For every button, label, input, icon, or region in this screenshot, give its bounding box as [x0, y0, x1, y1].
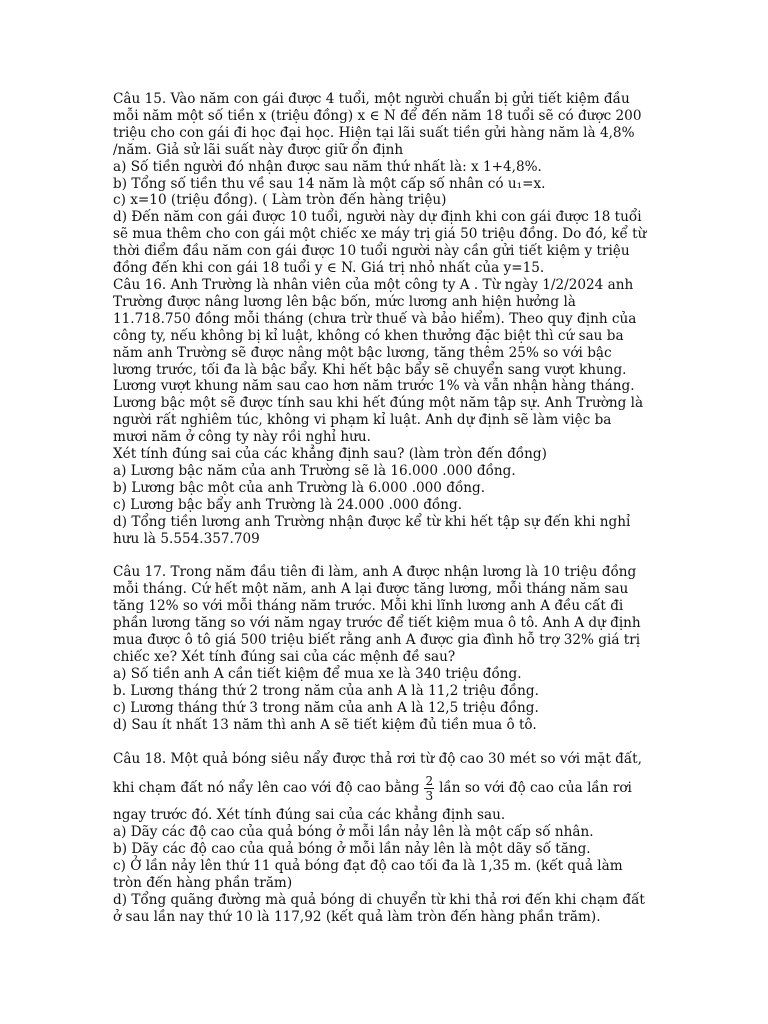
question-18-fraction-line: [113, 771, 653, 805]
question-15-line: đồng đến khi con gái 18 tuổi y ∈ N. Giá trị nhỏ nhất của y=15.: [113, 260, 545, 277]
question-16-line: hưu là 5.554.357.709: [113, 530, 260, 547]
question-16-option-d: d) Tổng tiền lương anh Trường nhận được kể từ khi hết tập sự đến khi nghỉ: [113, 513, 631, 530]
question-16-line: Lương vượt khung năm sau cao hơn năm trước 1% và vẫn nhận hàng tháng.: [113, 378, 635, 395]
question-18-line: tròn đến hàng phần trăm): [113, 875, 293, 892]
question-16-line: 11.718.750 đồng mỗi tháng (chưa trừ thuế và bảo hiểm). Theo quy định của: [113, 310, 637, 327]
question-16-line: Lương bậc một sẽ được tính sau khi hết đúng một năm tập sự. Anh Trường là: [113, 395, 644, 412]
question-17-line: mua được ô tô giá 500 triệu biết rằng anh A được gia đình hỗ trợ 32% giá trị: [113, 632, 641, 649]
question-15: [113, 91, 653, 277]
question-17-line: Câu 17. Trong năm đầu tiên đi làm, anh A được nhận lương là 10 triệu đồng: [113, 564, 637, 581]
fraction: [424, 774, 434, 803]
question-18-text: lần so với độ cao của lần rơi: [439, 779, 632, 796]
question-17-option-d: d) Sau ít nhất 13 năm thì anh A sẽ tiết kiệm đủ tiền mua ô tô.: [113, 716, 537, 733]
question-15-line: sẽ mua thêm cho con gái một chiếc xe máy trị giá 50 triệu đồng. Do đó, kể từ: [113, 226, 647, 243]
question-17-line: mỗi tháng. Cứ hết một năm, anh A lại được tăng lương, mỗi tháng năm sau: [113, 581, 629, 598]
fraction-denominator: 3: [425, 788, 434, 803]
question-18: [113, 751, 653, 926]
question-16-option-a: a) Lương bậc năm của anh Trường sẽ là 16.000 .000 đồng.: [113, 462, 516, 479]
paragraph-spacer: [113, 547, 653, 564]
question-15-line: Câu 15. Vào năm con gái được 4 tuổi, một người chuẩn bị gửi tiết kiệm đầu: [113, 91, 630, 107]
question-18-line: Câu 18. Một quả bóng siêu nẩy được thả rơi từ độ cao 30 mét so với mặt đất,: [113, 750, 642, 767]
question-17-option-b: b. Lương tháng thứ 2 trong năm của anh A là 11,2 triệu đồng.: [113, 682, 539, 699]
question-17: [113, 564, 653, 733]
question-17-option-a: a) Số tiền anh A cần tiết kiệm để mua xe là 340 triệu đồng.: [113, 665, 522, 682]
question-16-line: Trường được nâng lương lên bậc bốn, mức lương anh hiện hưởng là: [113, 293, 576, 310]
question-18-option-b: b) Dãy các độ cao của quả bóng ở mỗi lần nảy lên là một dãy số tăng.: [113, 841, 591, 858]
question-15-line: /năm. Giả sử lãi suất này được giữ ổn định: [113, 141, 404, 158]
fraction-numerator: 2: [425, 773, 434, 788]
question-16-option-b: b) Lương bậc một của anh Trường là 6.000 .000 đồng.: [113, 479, 486, 496]
question-18-option-c: c) Ở lần nảy lên thứ 11 quả bóng đạt độ cao tối đa là 1,35 m. (kết quả làm: [113, 858, 623, 875]
question-17-prompt: chiếc xe? Xét tính đúng sai của các mệnh đề sau?: [113, 649, 456, 665]
question-16-line: Câu 16. Anh Trường là nhân viên của một công ty A . Từ ngày 1/2/2024 anh: [113, 276, 634, 293]
question-18-text: khi chạm đất nó nẩy lên cao với độ cao bằng: [113, 779, 420, 796]
paragraph-spacer: [113, 734, 653, 751]
question-18-option-a: a) Dãy các độ cao của quả bóng ở mỗi lần nảy lên là một cấp số nhân.: [113, 824, 594, 841]
question-18-option-d: d) Tổng quãng đường mà quả bóng di chuyển từ khi thả rơi đến khi chạm đất: [113, 891, 645, 908]
question-16-line: mươi năm ở công ty này rồi nghỉ hưu.: [113, 429, 371, 446]
question-16-line: công ty, nếu không bị kỉ luật, không có khen thưởng đặc biệt thì cứ sau ba: [113, 327, 624, 344]
question-15-option-b: b) Tổng số tiền thu về sau 14 năm là một cấp số nhân có u₁=x.: [113, 175, 546, 192]
question-15-option-d: d) Đến năm con gái được 10 tuổi, người này dự định khi con gái được 18 tuổi: [113, 209, 642, 226]
question-16-line: năm anh Trường sẽ được nâng một bậc lương, tăng thêm 25% so với bậc: [113, 344, 612, 361]
question-16-prompt: Xét tính đúng sai của các khẳng định sau? (làm tròn đến đồng): [113, 446, 547, 463]
question-18-prompt: ngay trước đó. Xét tính đúng sai của các khẳng định sau.: [113, 807, 506, 824]
question-16-line: lương trước, tối đa là bậc bẩy. Khi hết bậc bẩy sẽ chuyển sang vượt khung.: [113, 361, 627, 378]
question-17-line: tăng 12% so với mỗi tháng năm trước. Mỗi khi lĩnh lương anh A đều cất đi: [113, 598, 624, 615]
question-15-line: triệu cho con gái đi học đại học. Hiện tại lãi suất tiền gửi hàng năm là 4,8%: [113, 124, 635, 141]
question-16-option-c: c) Lương bậc bẩy anh Trường là 24.000 .000 đồng.: [113, 496, 463, 513]
question-15-option-c: c) x=10 (triệu đồng). ( Làm tròn đến hàng triệu): [113, 192, 447, 209]
question-16-line: người rất nghiêm túc, không vi phạm kỉ luật. Anh dự định sẽ làm việc ba: [113, 412, 612, 429]
question-17-line: phần lương tăng so với năm ngay trước để tiết kiệm mua ô tô. Anh A dự định: [113, 615, 641, 632]
document-page: [113, 91, 653, 926]
question-15-option-a: a) Số tiền người đó nhận được sau năm thứ nhất là: x 1+4,8%.: [113, 158, 542, 175]
question-16: [113, 277, 653, 548]
question-17-option-c: c) Lương tháng thứ 3 trong năm của anh A là 12,5 triệu đồng.: [113, 699, 539, 716]
question-15-line: mỗi năm một số tiền x (triệu đồng) x ∈ N để đến năm 18 tuổi sẽ có được 200: [113, 107, 642, 124]
question-15-line: thời điểm đầu năm con gái được 10 tuổi người này cần gửi tiết kiệm y triệu: [113, 243, 630, 260]
question-18-line: ở sau lần nay thứ 10 là 117,92 (kết quả làm tròn đến hàng phần trăm).: [113, 908, 601, 925]
